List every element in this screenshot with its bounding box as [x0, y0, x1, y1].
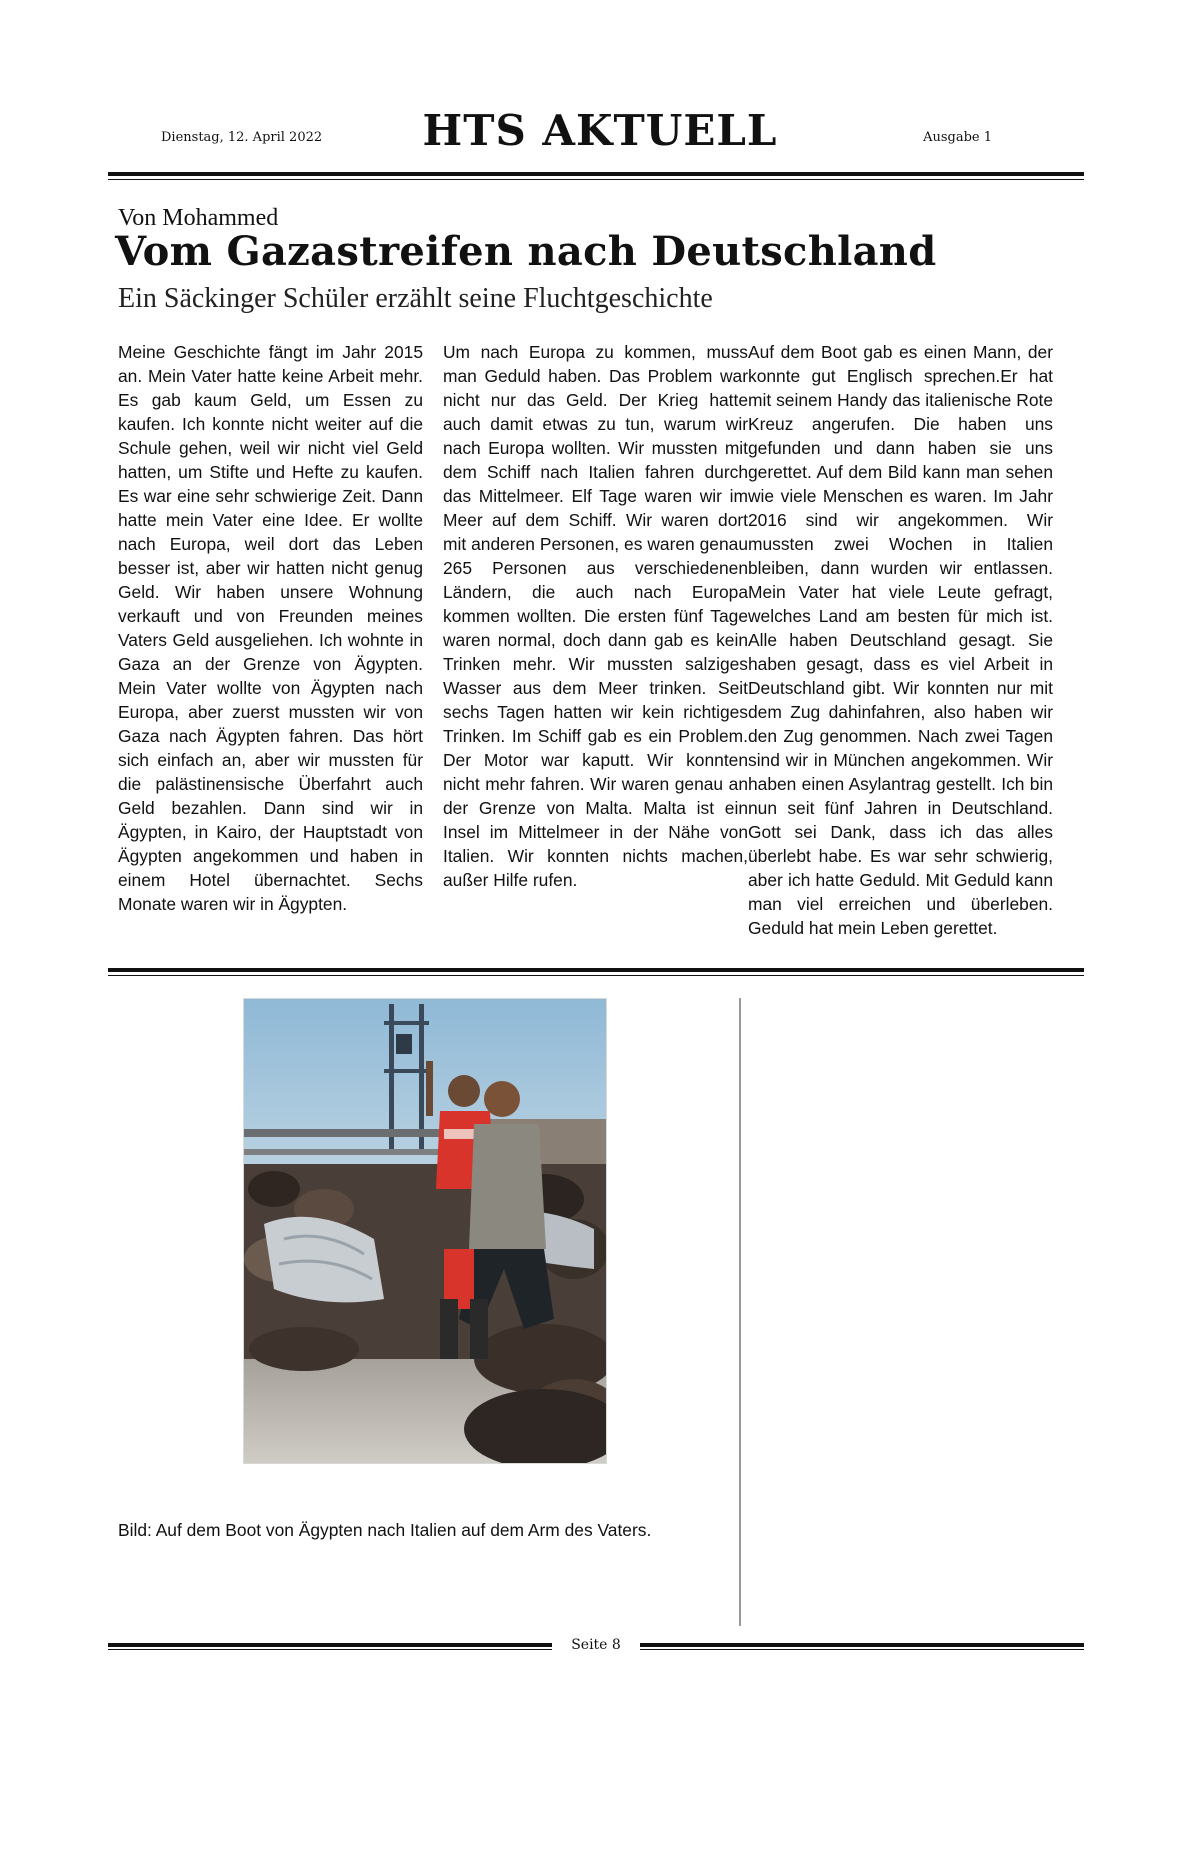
column-divider — [739, 998, 741, 1626]
boat-photo — [243, 998, 607, 1464]
article-column-2: Um nach Europa zu kommen, muss man Geduld haben. Das Problem war nicht nur das Geld. Der Krieg hatte auch damit etwas zu tun, warum wir nach Europa wollten. Wir mussten mit dem Schiff nach Italien fahren durch das Mittelmeer. Elf Tage waren wir im Meer auf dem Schiff. Wir waren dort mit anderen Personen, es waren genau 265 Personen aus verschiedenen Ländern, die auch nach Europa kommen wollten. Die ersten fünf Tage waren normal, doch dann gab es kein Trinken mehr. Wir mussten salziges Wasser aus dem Meer trinken. Seit sechs Tagen hatten wir kein richtiges Trinken. Im Schiff gab es ein Problem. Der Motor war kaputt. Wir konnten nicht mehr fahren. Wir waren genau an der Grenze von Malta. Malta ist ein Insel im Mittelmeer in der Nähe von Italien. Wir konnten nichts machen, außer Hilfe rufen. — [443, 342, 748, 890]
article-column-3: Auf dem Boot gab es einen Mann, der konnte gut Englisch sprechen.Er hat mit seinem Handy das italienische Rote Kreuz angerufen. Die haben uns gefunden und dann haben sie uns gerettet. Auf dem Bild kann man sehen wie viele Menschen es waren. Im Jahr 2016 sind wir angekommen. Wir mussten zwei Wochen in Italien bleiben, dann wurden wir entlassen. Mein Vater hat viele Leute gefragt, welches Land am besten für mich ist. Alle haben Deutschland gesagt. Sie haben gesagt, dass es viel Arbeit in Deutschland gibt. Wir konnten nur mit dem Zug dahinfahren, also haben wir den Zug genommen. Nach zwei Tagen sind wir in München angekommen. Wir haben einen Asylantrag gestellt. Ich bin nun seit fünf Jahren in Deutschland. Gott sei Dank, dass ich das alles überlebt habe. Es war sehr schwierig, aber ich hatte Geduld. Mit Geduld kann man viel erreichen und überleben. Geduld hat mein Leben gerettet. — [748, 342, 1053, 938]
issue-number: Ausgabe 1 — [923, 130, 992, 145]
issue-date: Dienstag, 12. April 2022 — [161, 130, 323, 145]
article-author: Von Mohammed — [118, 205, 279, 231]
masthead-rule — [108, 172, 1084, 180]
footer-rule-right — [640, 1643, 1084, 1651]
footer-rule-left — [108, 1643, 552, 1651]
newspaper-title: HTS AKTUELL — [422, 106, 778, 155]
page-number: Seite 8 — [571, 1637, 621, 1653]
photo-caption: Bild: Auf dem Boot von Ägypten nach Italien auf dem Arm des Vaters. — [118, 1520, 652, 1540]
article-column-1: Meine Geschichte fängt im Jahr 2015 an. Mein Vater hatte keine Arbeit mehr. Es gab kaum Geld, um Essen zu kaufen. Ich konnte nicht weiter auf die Schule gehen, weil wir nicht viel Geld hatten, um Stifte und Hefte zu kaufen. Es war eine sehr schwierige Zeit. Dann hatte mein Vater eine Idee. Er wollte nach Europa, weil dort das Leben besser ist, aber wir hatten nicht genug Geld. Wir haben unsere Wohnung verkauft und von Freunden meines Vaters Geld ausgeliehen. Ich wohnte in Gaza an der Grenze von Ägypten. Mein Vater wollte von Ägypten nach Europa, aber zuerst mussten wir von Gaza nach Ägypten fahren. Das hört sich einfach an, aber wir mussten für die palästinensische Überfahrt auch Geld bezahlen. Dann sind wir in Ägypten, in Kairo, der Hauptstadt von Ägypten angekommen und haben in einem Hotel übernachtet. Sechs Monate waren wir in Ägypten. — [118, 342, 423, 914]
section-rule — [108, 968, 1084, 976]
article-headline: Vom Gazastreifen nach Deutschland — [115, 228, 937, 275]
article-subheadline: Ein Säckinger Schüler erzählt seine Fluchtgeschichte — [118, 283, 713, 314]
